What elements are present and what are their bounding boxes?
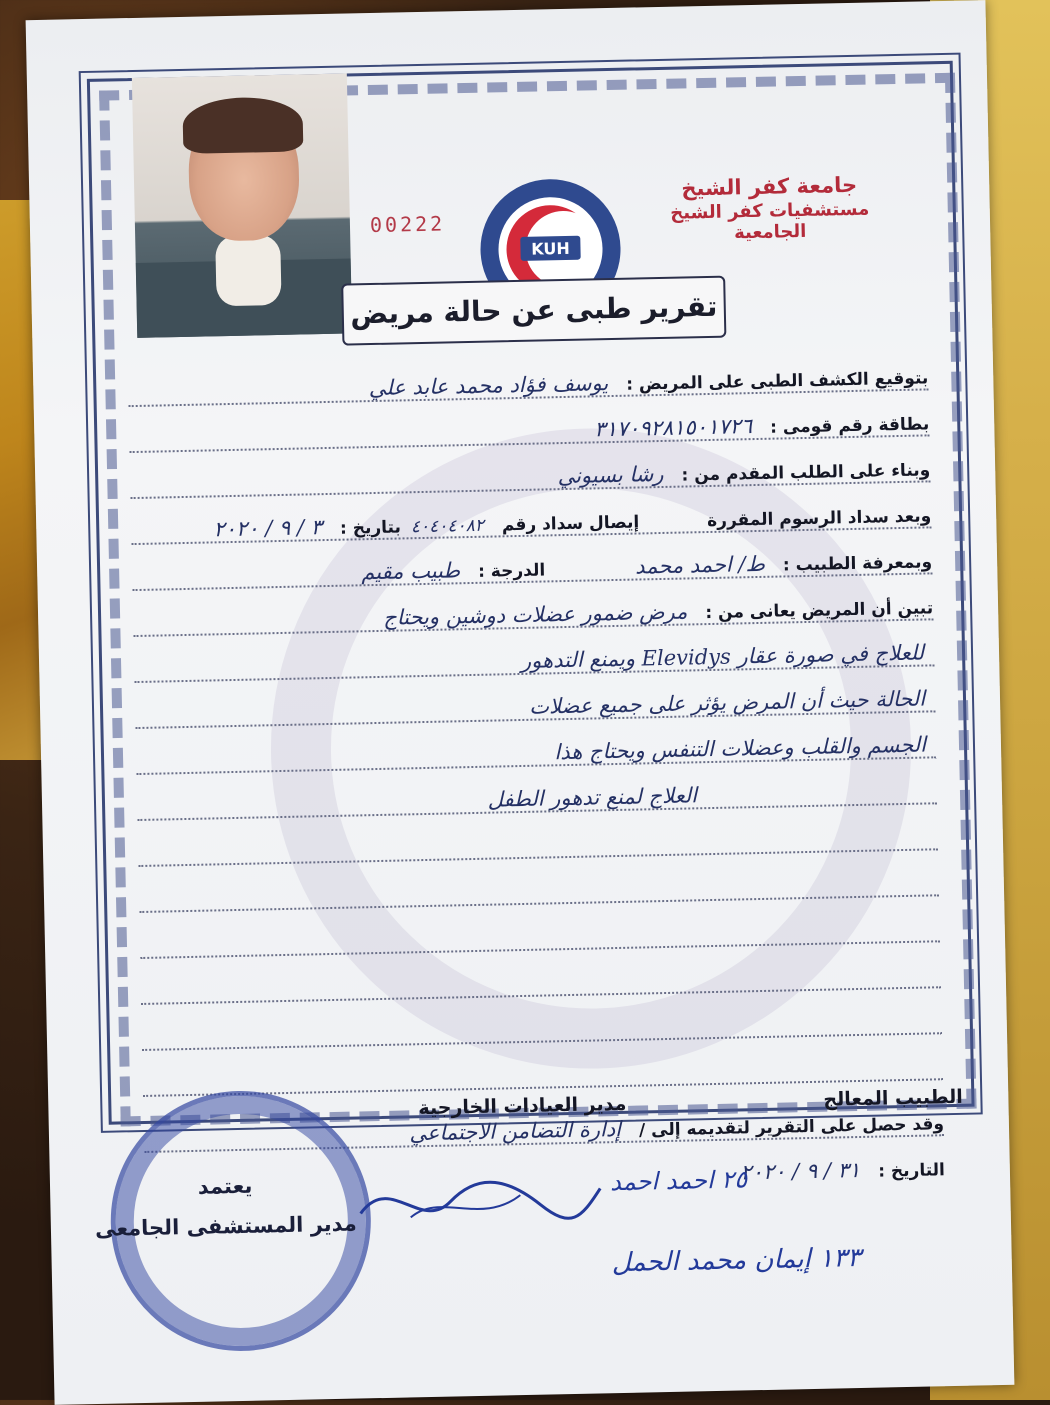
hospital-name: مستشفيات كفر الشيخ الجامعية bbox=[670, 198, 870, 244]
diagnosis-text: للعلاج في صورة عقار Elevidys ويمنع التدهور bbox=[520, 640, 925, 673]
field-label: بتوقيع الكشف الطبى على المريض : bbox=[626, 368, 929, 395]
stamp-text bbox=[70, 1163, 382, 1249]
national-id: ٣١٧٠٩٢٨١٥٠١٧٢٦ bbox=[594, 414, 753, 442]
serial-number: 00222 bbox=[369, 211, 446, 238]
receipt-date: ٣ / ٩ / ٢٠٢٠ bbox=[213, 515, 323, 542]
doctor-grade: طبيب مقيم bbox=[360, 558, 461, 585]
diagnosis-text: مرض ضمور عضلات دوشين ويحتاج bbox=[382, 599, 688, 630]
patient-name: يوسف فؤاد محمد عابد علي bbox=[368, 371, 609, 401]
requester-name: رشا بسيوني bbox=[557, 461, 664, 489]
report-form bbox=[128, 346, 945, 1199]
field-label: وقد حصل على التقرير لتقديمه إلى / bbox=[638, 1114, 945, 1141]
diagnosis-text: الجسم والقلب وعضلات التنفس ويحتاج هذا bbox=[554, 732, 927, 765]
approval-label: يعتمد bbox=[197, 1173, 253, 1199]
field-label: وبناء على الطلب المقدم من : bbox=[681, 460, 931, 486]
doctor-signature-name: ٢٥ احمد احمد bbox=[609, 1165, 748, 1197]
report-title: تقرير طبى عن حالة مريض bbox=[341, 276, 726, 346]
field-label: وبعد سداد الرسوم المقررة bbox=[706, 506, 932, 532]
university-name: جامعة كفر الشيخ bbox=[681, 172, 858, 201]
report-date: ٣١ / ٩ / ٢٠٢٠ bbox=[740, 1157, 861, 1185]
doctor-signature bbox=[350, 1158, 612, 1243]
institution-header bbox=[639, 172, 900, 245]
treating-doctor-label: الطبيب المعالج bbox=[823, 1085, 964, 1111]
field-label: بتاريخ : bbox=[339, 517, 402, 539]
field-label: إيصال سداد رقم bbox=[501, 512, 640, 536]
receipt-number: ٤٠٤٠٤٠٨٢ bbox=[410, 515, 485, 538]
director-signature-name: ١٣٣ إيمان محمد الحمل bbox=[611, 1242, 862, 1279]
logo-text: KUH bbox=[531, 238, 570, 259]
field-label: التاريخ : bbox=[878, 1160, 946, 1182]
patient-photo bbox=[132, 73, 352, 337]
diagnosis-text: الحالة حيث أن المرض يؤثر على جميع عضلات bbox=[528, 686, 926, 719]
submission-target: إدارة التضامن الاجتماعي bbox=[409, 1116, 622, 1146]
hospital-director-label: مدير المستشفى الجامعى bbox=[94, 1211, 358, 1242]
field-label: وبمعرفة الطبيب : bbox=[782, 552, 933, 576]
medical-report-paper bbox=[26, 0, 1015, 1405]
doctor-name: ط/ احمد محمد bbox=[634, 551, 766, 579]
field-label: الدرجة : bbox=[477, 560, 546, 582]
field-label: بطاقة رقم قومى : bbox=[769, 414, 930, 438]
diagnosis-text: العلاج لمنع تدهور الطفل bbox=[487, 783, 698, 812]
field-label: تبين أن المريض يعانى من : bbox=[705, 598, 934, 624]
outpatient-director-label: مدير العيادات الخارجية bbox=[418, 1092, 627, 1120]
